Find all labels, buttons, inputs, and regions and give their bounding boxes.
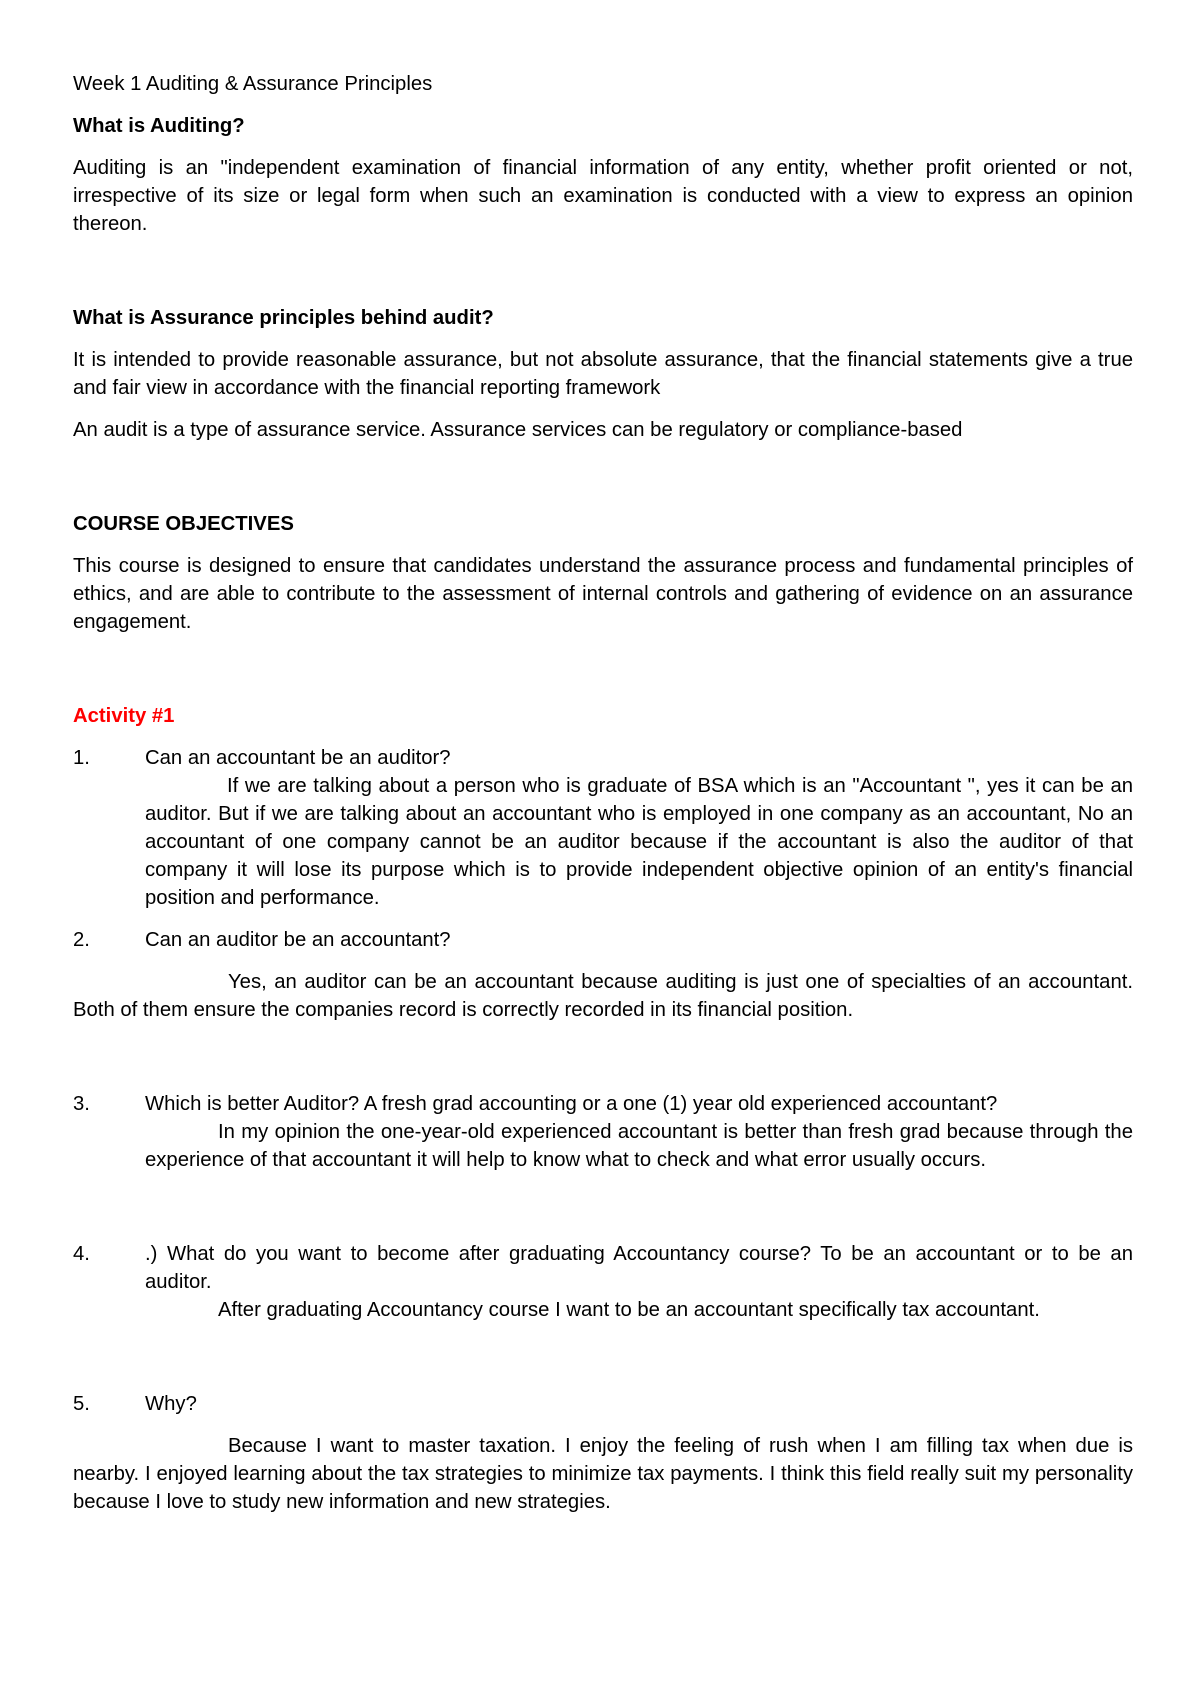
activity-item-3: [73, 1090, 1133, 1174]
course-objectives-paragraph: This course is designed to ensure that candidates understand the assurance process and fundamental principles of ethics, and are able to contribute to the assessment of internal controls and gathering of evidence on an assurance engagement.: [73, 555, 1133, 633]
item-answer: If we are talking about a person who is graduate of BSA which is an "Accountant ", yes it can be an auditor. But if we are talking about an accountant who is employed in one company as an accountant, No an accountant of one company cannot be an auditor because if the accountant is also the auditor of that company it will lose its purpose which is to provide independent objective opinion of an entity's financial position and performance.: [145, 775, 1133, 909]
item-question: Can an auditor be an accountant?: [145, 929, 451, 951]
item-question: Can an accountant be an auditor?: [145, 747, 451, 769]
activity-heading: Activity #1: [73, 705, 175, 727]
item-number: 3.: [73, 1093, 90, 1115]
item-number: 2.: [73, 929, 90, 951]
assurance-paragraph-1: It is intended to provide reasonable assurance, but not absolute assurance, that the financial statements give a true and fair view in accordance with the financial reporting framework: [73, 349, 1133, 399]
item-number: 4.: [73, 1243, 90, 1265]
section-heading-assurance: What is Assurance principles behind audit?: [73, 307, 494, 329]
item-question: Why?: [145, 1393, 197, 1415]
item-answer: Because I want to master taxation. I enjoy the feeling of rush when I am filling tax when due is nearby. I enjoyed learning about the tax strategies to minimize tax payments. I think this field really suit my personality because I love to study new information and new strategies.: [73, 1435, 1133, 1513]
activity-item-1: [73, 744, 1133, 912]
item-answer: After graduating Accountancy course I want to be an accountant specifically tax accountant.: [218, 1299, 1040, 1321]
section-heading-auditing: What is Auditing?: [73, 115, 245, 137]
auditing-definition: Auditing is an "independent examination of financial information of any entity, whether profit oriented or not, irrespective of its size or legal form when such an examination is conducted with a view to express an opinion thereon.: [73, 157, 1133, 235]
item-answer: Yes, an auditor can be an accountant because auditing is just one of specialties of an accountant. Both of them ensure the companies record is correctly recorded in its financial position.: [73, 971, 1133, 1021]
activity-item-5: [73, 1390, 1133, 1516]
item-number: 1.: [73, 747, 90, 769]
assurance-paragraph-2: An audit is a type of assurance service. Assurance services can be regulatory or compliance-based: [73, 419, 963, 441]
item-answer: In my opinion the one-year-old experienced accountant is better than fresh grad because through the experience of that accountant it will help to know what to check and what error usually occurs.: [145, 1121, 1133, 1171]
document-page: [73, 70, 1133, 1516]
section-heading-course-objectives: COURSE OBJECTIVES: [73, 513, 294, 535]
document-header: Week 1 Auditing & Assurance Principles: [73, 73, 433, 95]
item-number: 5.: [73, 1393, 90, 1415]
activity-item-2: [73, 926, 1133, 1024]
item-question: Which is better Auditor? A fresh grad accounting or a one (1) year old experienced accountant?: [145, 1093, 998, 1115]
activity-item-4: [73, 1240, 1133, 1324]
item-question: .) What do you want to become after graduating Accountancy course? To be an accountant or to be an auditor.: [145, 1243, 1133, 1293]
